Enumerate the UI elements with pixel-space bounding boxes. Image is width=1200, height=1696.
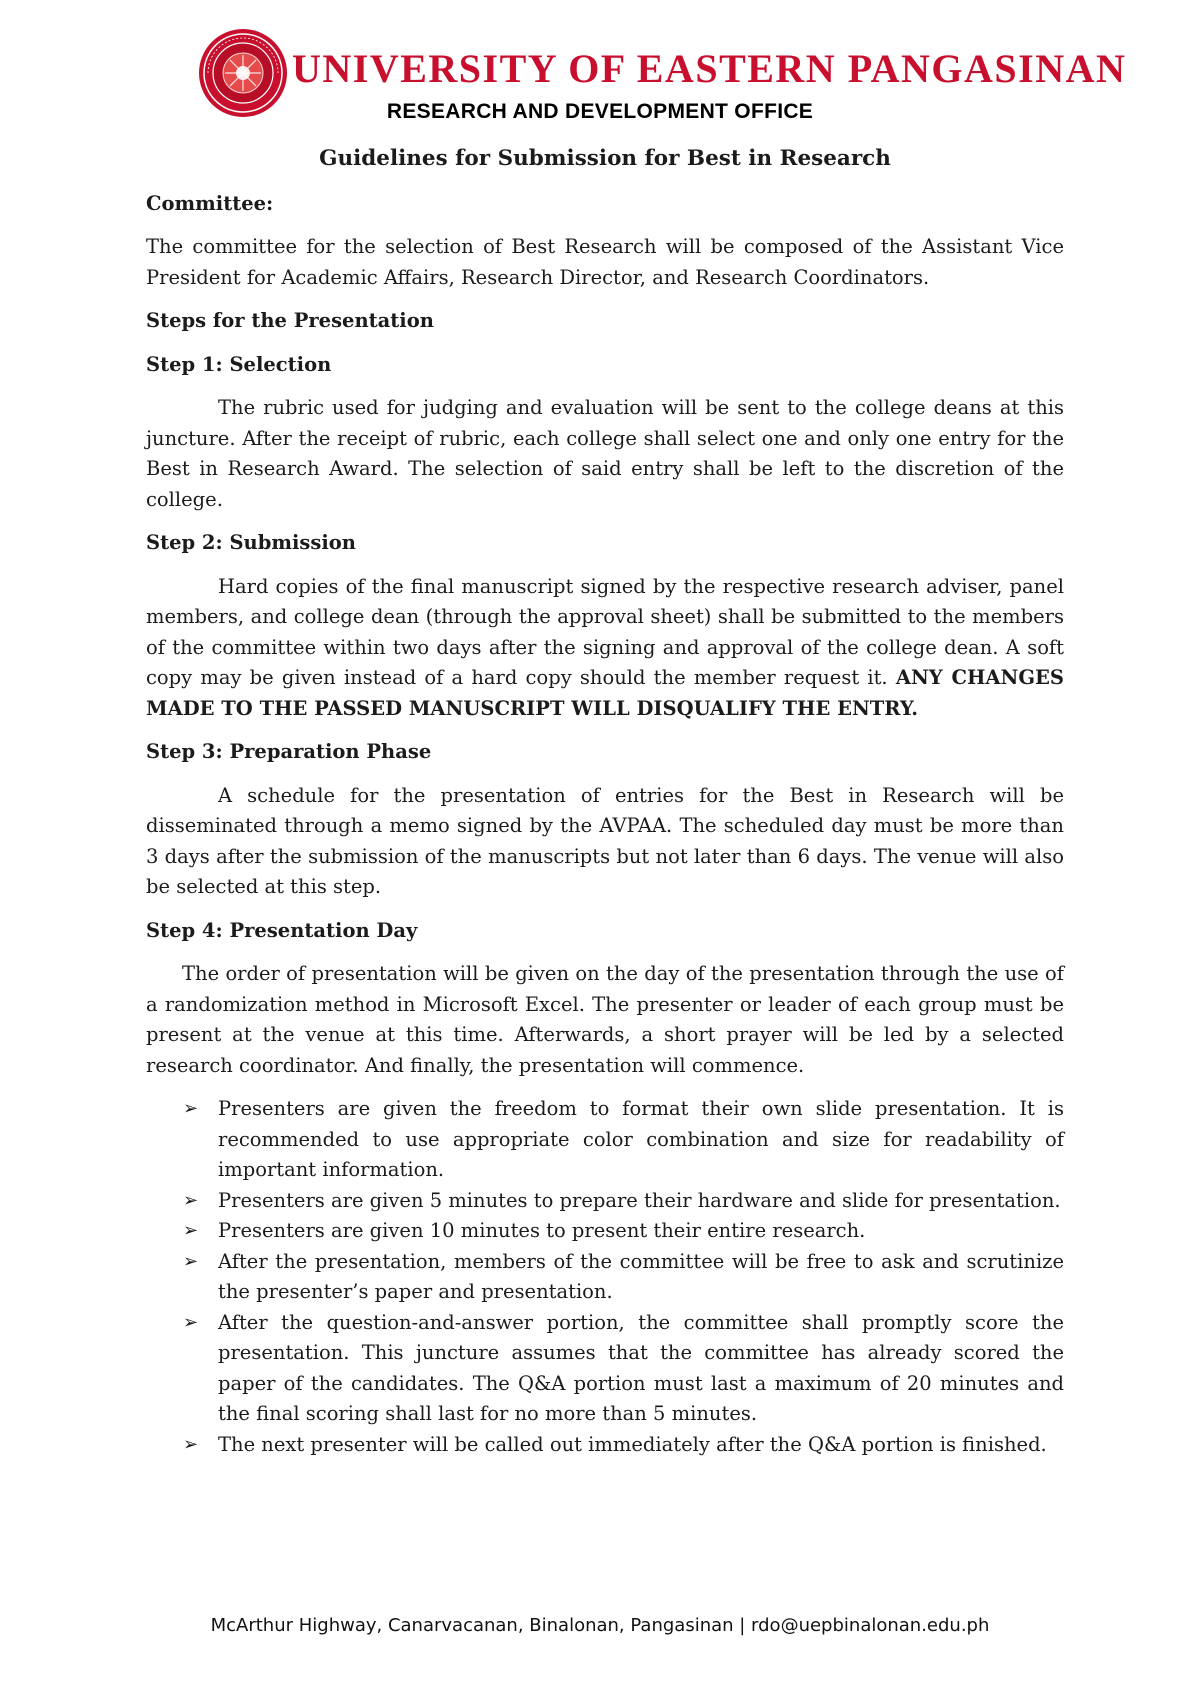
list-item: [146, 1186, 1064, 1217]
step2-heading: Step 2: Submission: [146, 531, 356, 554]
list-item: [146, 1094, 1064, 1186]
list-item-text: After the question-and-answer portion, the committee shall promptly score the presentation. This juncture assumes that the committee has already scored the paper of the candidates. The Q&A portion must last a maximum of 20 minutes and the final scoring shall last for no more than 5 minutes.: [218, 1310, 1064, 1425]
list-item: [146, 1308, 1064, 1430]
list-item-text: After the presentation, members of the committee will be free to ask and scrutinize the presenter’s paper and presentation.: [218, 1249, 1064, 1303]
list-item-text: The next presenter will be called out immediately after the Q&A portion is finished.: [218, 1432, 1047, 1456]
arrow-bullet-icon: ➢: [183, 1189, 199, 1211]
step1-heading: Step 1: Selection: [146, 352, 332, 376]
list-item: [146, 1247, 1064, 1308]
step2-paragraph: [146, 572, 1064, 725]
arrow-bullet-icon: ➢: [183, 1220, 199, 1241]
committee-paragraph: The committee for the selection of Best Research will be composed of the Assistant Vice President for Academic Affairs, Research Director, and Research Coordinators.: [146, 235, 1064, 289]
document-body: [146, 144, 1064, 1460]
arrow-bullet-icon: ➢: [183, 1250, 199, 1272]
university-name: UNIVERSITY OF EASTERN PANGASINAN: [292, 46, 1127, 91]
letterhead: [0, 0, 1200, 130]
list-item-text: Presenters are given 10 minutes to present their entire research.: [218, 1219, 866, 1242]
list-item: [146, 1216, 1064, 1247]
arrow-bullet-icon: ➢: [183, 1433, 199, 1455]
step3-paragraph: A schedule for the presentation of entries for the Best in Research will be disseminated through a memo signed by the AVPAA. The scheduled day must be more than 3 days after the submission of the manuscripts but not later than 6 days. The venue will also be selected at this step.: [146, 783, 1064, 898]
step4-paragraph: The order of presentation will be given on the day of the presentation through the use of a randomization method in Microsoft Excel. The presenter or leader of each group must be present at the venue at this time. Afterwards, a short prayer will be led by a selected research coordinator. And finally, the presentation will commence.: [146, 962, 1064, 1077]
step4-heading: Step 4: Presentation Day: [146, 918, 418, 942]
list-item-text: Presenters are given the freedom to format their own slide presentation. It is recommended to use appropriate color combination and size for readability of important information.: [218, 1097, 1064, 1181]
arrow-bullet-icon: ➢: [183, 1311, 199, 1333]
presentation-rules-list: [146, 1094, 1064, 1460]
footer-address: McArthur Highway, Canarvacanan, Binalonan, Pangasinan | rdo@uepbinalonan.edu.ph: [210, 1615, 990, 1636]
step1-paragraph: The rubric used for judging and evaluation will be sent to the college deans at this juncture. After the receipt of rubric, each college shall select one and only one entry for the Best in Research Award. The selection of said entry shall be left to the discretion of the college.: [146, 396, 1064, 511]
committee-heading: Committee:: [146, 191, 274, 215]
list-item: [146, 1430, 1064, 1461]
step2-text: Hard copies of the final manuscript signed by the respective research adviser, panel members, and college dean (through the approval sheet) shall be submitted to the members of the committee within two days after the signing and approval of the college dean. A soft copy may be given instead of a hard copy should the member request it.: [146, 574, 1064, 689]
steps-heading: Steps for the Presentation: [146, 309, 434, 332]
document-title: Guidelines for Submission for Best in Research: [319, 146, 891, 171]
office-name: RESEARCH AND DEVELOPMENT OFFICE: [386, 100, 814, 123]
arrow-bullet-icon: ➢: [183, 1098, 199, 1119]
step3-heading: Step 3: Preparation Phase: [146, 740, 432, 763]
list-item-text: Presenters are given 5 minutes to prepare their hardware and slide for presentation.: [218, 1188, 1061, 1212]
disqualification-warning: ANY CHANGES MADE TO THE PASSED MANUSCRIPT WILL DISQUALIFY THE ENTRY.: [146, 666, 1064, 720]
